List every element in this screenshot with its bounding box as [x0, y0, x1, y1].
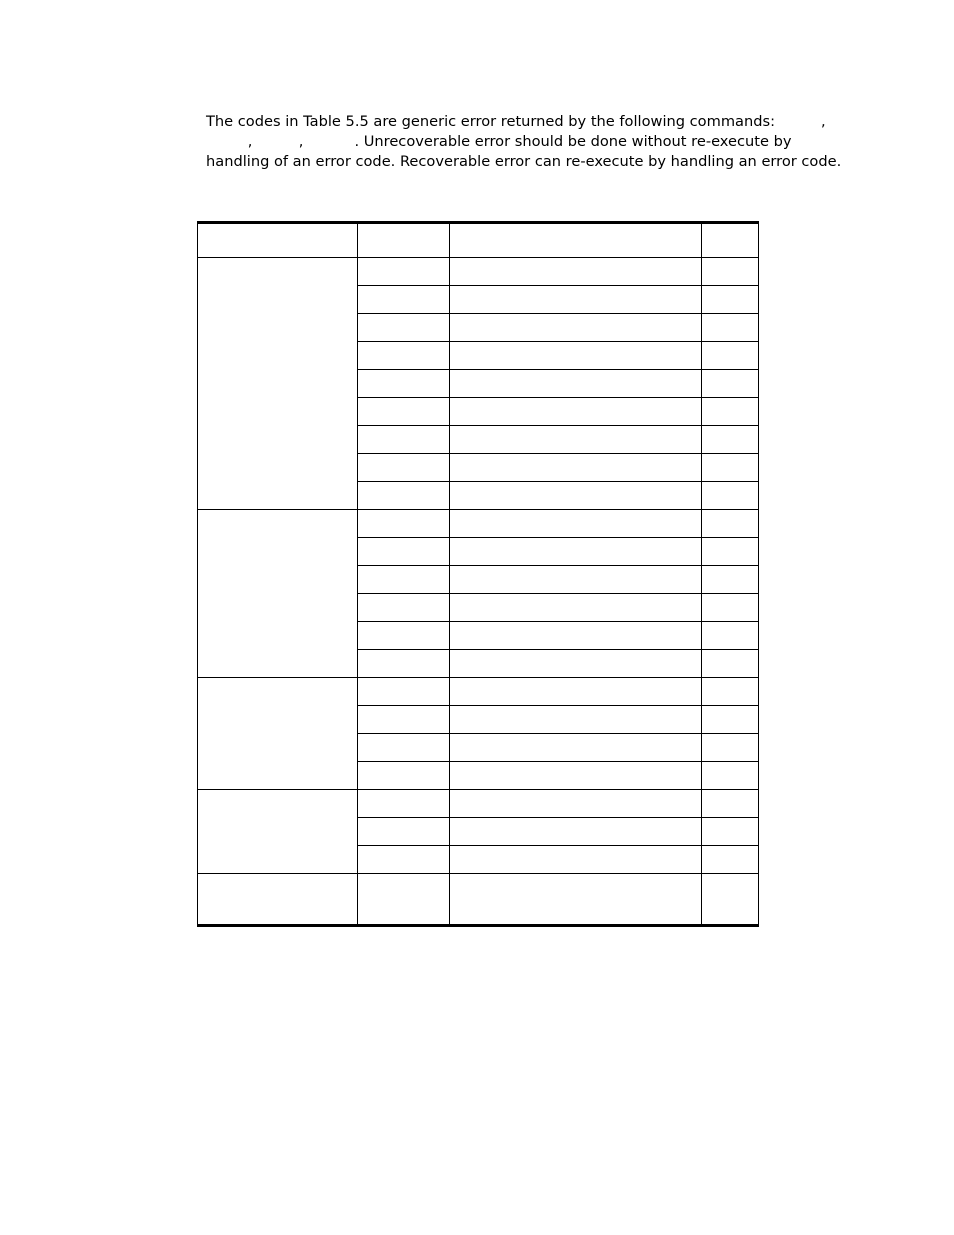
description-cell: [450, 286, 702, 314]
code-cell: [358, 510, 450, 538]
table-header-row: [198, 223, 759, 258]
extra-cell: [702, 762, 759, 790]
category-cell: [198, 874, 358, 926]
description-cell: [450, 790, 702, 818]
description-cell: [450, 482, 702, 510]
intro-line-3: handling of an error code. Recoverable error can re-execute by handling an error code.: [206, 153, 842, 170]
intro-paragraph: [206, 112, 842, 172]
description-cell: [450, 454, 702, 482]
code-cell: [358, 790, 450, 818]
code-cell: [358, 566, 450, 594]
header-cell-code: [358, 223, 450, 258]
extra-cell: [702, 846, 759, 874]
header-cell-extra: [702, 223, 759, 258]
code-cell: [358, 454, 450, 482]
code-cell: [358, 706, 450, 734]
description-cell: [450, 734, 702, 762]
error-code-table-body: [198, 223, 759, 926]
code-cell: [358, 370, 450, 398]
description-cell: [450, 538, 702, 566]
extra-cell: [702, 790, 759, 818]
description-cell: [450, 342, 702, 370]
header-cell-category: [198, 223, 358, 258]
extra-cell: [702, 510, 759, 538]
code-cell: [358, 678, 450, 706]
description-cell: [450, 678, 702, 706]
extra-cell: [702, 566, 759, 594]
table-row: [198, 678, 759, 706]
extra-cell: [702, 594, 759, 622]
extra-cell: [702, 622, 759, 650]
extra-cell: [702, 370, 759, 398]
description-cell: [450, 706, 702, 734]
extra-cell: [702, 258, 759, 286]
category-cell: [198, 258, 358, 510]
table-row: [198, 790, 759, 818]
description-cell: [450, 258, 702, 286]
code-cell: [358, 846, 450, 874]
description-cell: [450, 650, 702, 678]
intro-line-1-text: The codes in Table 5.5 are generic error returned by the following commands:: [206, 113, 776, 130]
code-cell: [358, 874, 450, 926]
description-cell: [450, 314, 702, 342]
description-cell: [450, 370, 702, 398]
category-cell: [198, 790, 358, 874]
code-cell: [358, 258, 450, 286]
extra-cell: [702, 706, 759, 734]
description-cell: [450, 874, 702, 926]
code-cell: [358, 734, 450, 762]
description-cell: [450, 594, 702, 622]
header-cell-description: [450, 223, 702, 258]
table-row: [198, 874, 759, 926]
code-cell: [358, 622, 450, 650]
code-cell: [358, 650, 450, 678]
code-cell: [358, 594, 450, 622]
extra-cell: [702, 650, 759, 678]
extra-cell: [702, 874, 759, 926]
code-cell: [358, 762, 450, 790]
code-cell: [358, 342, 450, 370]
extra-cell: [702, 342, 759, 370]
intro-line-1-trailing: ,: [821, 113, 826, 130]
code-cell: [358, 426, 450, 454]
description-cell: [450, 818, 702, 846]
description-cell: [450, 846, 702, 874]
extra-cell: [702, 538, 759, 566]
description-cell: [450, 398, 702, 426]
intro-line-1: [206, 112, 836, 132]
code-cell: [358, 538, 450, 566]
description-cell: [450, 426, 702, 454]
extra-cell: [702, 398, 759, 426]
code-cell: [358, 314, 450, 342]
extra-cell: [702, 426, 759, 454]
description-cell: [450, 566, 702, 594]
category-cell: [198, 510, 358, 678]
extra-cell: [702, 678, 759, 706]
table-row: [198, 510, 759, 538]
extra-cell: [702, 286, 759, 314]
description-cell: [450, 762, 702, 790]
category-cell: [198, 678, 358, 790]
error-code-table: [197, 221, 759, 927]
extra-cell: [702, 818, 759, 846]
description-cell: [450, 510, 702, 538]
description-cell: [450, 622, 702, 650]
intro-line-2: , , . Unrecoverable error should be done without re-execute by: [206, 133, 792, 150]
code-cell: [358, 482, 450, 510]
extra-cell: [702, 314, 759, 342]
extra-cell: [702, 734, 759, 762]
code-cell: [358, 286, 450, 314]
extra-cell: [702, 482, 759, 510]
extra-cell: [702, 454, 759, 482]
code-cell: [358, 818, 450, 846]
table-row: [198, 258, 759, 286]
code-cell: [358, 398, 450, 426]
